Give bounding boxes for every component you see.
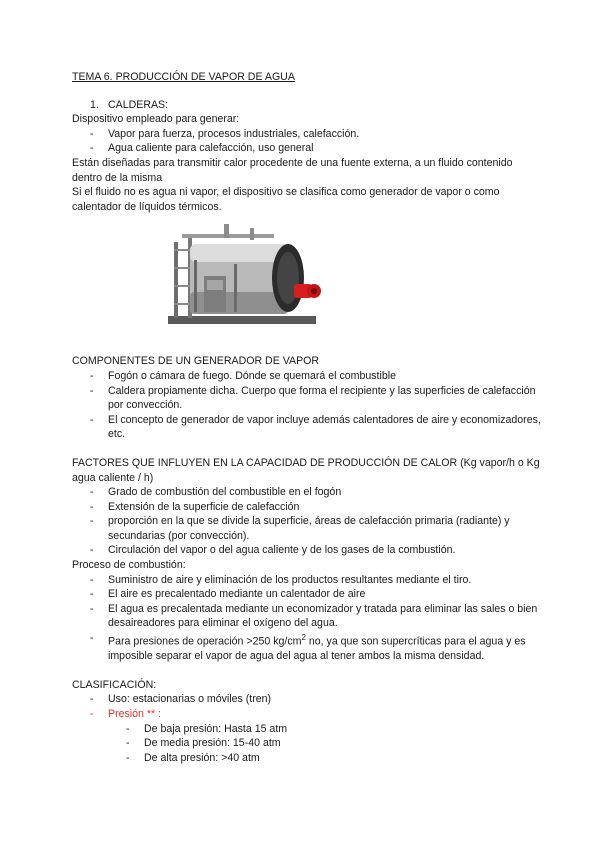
list-item: - Fogón o cámara de fuego. Dónde se quemará el combustible: [72, 369, 542, 384]
list-item: - Suministro de aire y eliminación de los productos resultantes mediante el tiro.: [72, 573, 542, 588]
boiler-frame-left: [174, 242, 178, 318]
factors-list: [72, 485, 542, 558]
calderas-uses-list: [72, 127, 542, 156]
pressure-sublist: [72, 722, 542, 766]
list-item: - Grado de combustión del combustible en el fogón: [72, 485, 542, 500]
list-item: - Agua caliente para calefacción, uso general: [72, 141, 542, 156]
calderas-paragraph-2: Si el fluido no es agua ni vapor, el dispositivo se clasifica como generador de vapor o como calentador de líquidos térmicos.: [72, 186, 500, 213]
pressure-text-start: Para presiones de operación >250 kg/cm: [108, 635, 302, 648]
spacer: [72, 664, 542, 678]
list-item: - proporción en la que se divide la superficie, áreas de calefacción primaria (radiante) y secundarias (por convección).: [72, 514, 542, 543]
classification-heading: CLASIFICACIÓN:: [72, 678, 157, 691]
list-item: - De media presión: 15-40 atm: [72, 736, 542, 751]
boiler-image: [164, 220, 324, 340]
list-item: - El concepto de generador de vapor incluye además calentadores de aire y economizadores, etc.: [72, 413, 542, 442]
section-number: 1.: [90, 98, 99, 111]
list-item: - El agua es precalentada mediante un economizador y tratada para eliminar las sales o bien desaireadores para eliminar el oxígeno del agua.: [72, 602, 542, 631]
calderas-intro: Dispositivo empleado para generar:: [72, 113, 240, 126]
superscript-2: 2: [301, 633, 306, 643]
list-item: - De alta presión: >40 atm: [72, 751, 542, 766]
list-item: - De baja presión: Hasta 15 atm: [72, 722, 542, 737]
list-item: - Extensión de la superficie de calefacción: [72, 500, 542, 515]
section-heading-text: CALDERAS:: [108, 98, 169, 111]
list-item-pressure: [72, 631, 542, 664]
components-list: [72, 369, 542, 442]
list-item: - Vapor para fuerza, procesos industriales, calefacción.: [72, 127, 542, 142]
components-heading: COMPONENTES DE UN GENERADOR DE VAPOR: [72, 355, 320, 368]
combustion-heading: Proceso de combustión:: [72, 559, 186, 572]
combustion-list: [72, 573, 542, 664]
calderas-paragraph-1: Están diseñadas para transmitir calor procedente de una fuente externa, a un fluido contenido dentro de la misma: [72, 156, 513, 184]
list-item: - Caldera propiamente dicha. Cuerpo que forma el recipiente y las superficies de calefacción por convección.: [72, 384, 542, 413]
spacer: [72, 442, 542, 456]
list-item-pressure-label: - Presión ** :: [72, 707, 542, 722]
list-item: - Circulación del vapor o del agua caliente y de los gases de la combustión.: [72, 543, 542, 558]
factors-heading: FACTORES QUE INFLUYEN EN LA CAPACIDAD DE PRODUCCIÓN DE CALOR (Kg vapor/h o Kg agua caliente / h): [72, 456, 540, 484]
list-item: - Uso: estacionarias o móviles (tren): [72, 692, 542, 707]
pressure-text-end: no, ya que son supercríticas para el agua y es imposible separar el vapor de agua del agua al tener ambos la misma densidad.: [108, 635, 526, 663]
list-item: - El aire es precalentado mediante un calentador de aire: [72, 587, 542, 602]
page-title: TEMA 6. PRODUCCIÓN DE VAPOR DE AGUA: [72, 71, 295, 83]
document-page: [72, 70, 542, 765]
classification-list: [72, 692, 542, 721]
section-heading-calderas: [72, 98, 542, 113]
